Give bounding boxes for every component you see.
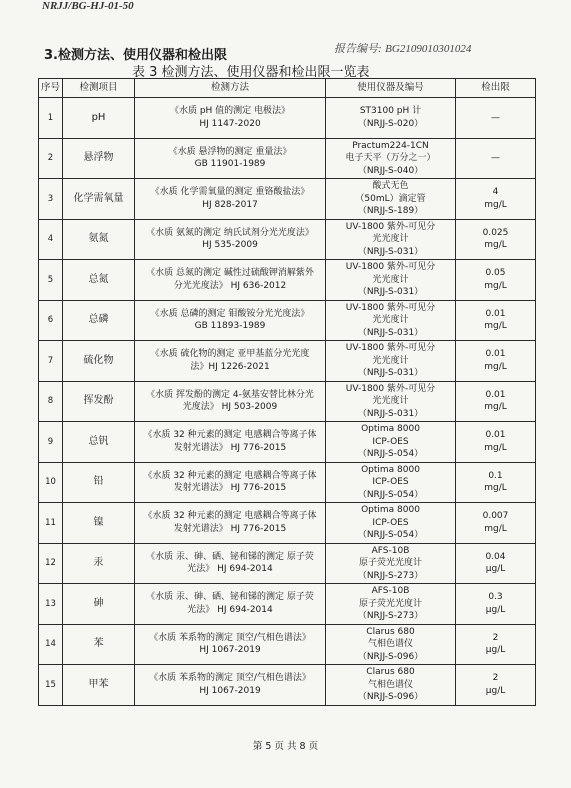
test-method: 《水质 32 种元素的测定 电感耦合等离子体 发射光谱法》 HJ 776-2015 [135, 503, 326, 544]
table-row [39, 219, 536, 260]
row-number: 13 [39, 584, 63, 625]
instrument: Practum224-1CN 电子天平（万分之一） （NRJJ-S-040） [326, 138, 456, 179]
test-item: 悬浮物 [63, 138, 135, 179]
table-row [39, 179, 536, 220]
detection-limit: — [456, 98, 536, 139]
test-method: 《水质 pH 值的测定 电极法》 HJ 1147-2020 [135, 98, 326, 139]
test-method: 《水质 硫化物的测定 亚甲基蓝分光光度 法》HJ 1226-2021 [135, 341, 326, 382]
table-row [39, 624, 536, 665]
detection-limit: 2 μg/L [456, 624, 536, 665]
section-title: 3.检测方法、使用仪器和检出限 [44, 48, 227, 63]
test-method: 《水质 32 种元素的测定 电感耦合等离子体 发射光谱法》 HJ 776-2015 [135, 462, 326, 503]
test-method: 《水质 氨氮的测定 纳氏试剂分光光度法》 HJ 535-2009 [135, 219, 326, 260]
row-number: 9 [39, 422, 63, 463]
test-item: 挥发酚 [63, 381, 135, 422]
test-method: 《水质 苯系物的测定 顶空/气相色谱法》 HJ 1067-2019 [135, 665, 326, 706]
row-number: 8 [39, 381, 63, 422]
instrument: UV-1800 紫外-可见分 光光度计 （NRJJ-S-031） [326, 260, 456, 301]
test-method: 《水质 汞、砷、硒、铋和锑的测定 原子荧 光法》 HJ 694-2014 [135, 584, 326, 625]
test-method: 《水质 汞、砷、硒、铋和锑的测定 原子荧 光法》 HJ 694-2014 [135, 543, 326, 584]
col-header-method: 检测方法 [135, 79, 326, 98]
row-number: 7 [39, 341, 63, 382]
test-item: 氨氮 [63, 219, 135, 260]
detection-limit: 4 mg/L [456, 179, 536, 220]
instrument: Optima 8000 ICP-OES （NRJJ-S-054） [326, 503, 456, 544]
table-body [39, 98, 536, 706]
instrument: Clarus 680 气相色谱仪 （NRJJ-S-096） [326, 624, 456, 665]
row-number: 5 [39, 260, 63, 301]
row-number: 6 [39, 300, 63, 341]
report-number-label: 报告编号: [334, 43, 382, 55]
instrument: UV-1800 紫外-可见分 光光度计 （NRJJ-S-031） [326, 381, 456, 422]
instrument: UV-1800 紫外-可见分 光光度计 （NRJJ-S-031） [326, 341, 456, 382]
test-method: 《水质 总氮的测定 碱性过硫酸钾消解紫外 分光光度法》 HJ 636-2012 [135, 260, 326, 301]
row-number: 3 [39, 179, 63, 220]
table-row [39, 341, 536, 382]
table-row [39, 665, 536, 706]
test-item: 砷 [63, 584, 135, 625]
table-row [39, 584, 536, 625]
test-item: 硫化物 [63, 341, 135, 382]
row-number: 14 [39, 624, 63, 665]
detection-limit: 0.01 mg/L [456, 300, 536, 341]
row-number: 11 [39, 503, 63, 544]
test-method: 《水质 化学需氧量的测定 重铬酸盐法》 HJ 828-2017 [135, 179, 326, 220]
report-number [334, 40, 471, 56]
instrument: UV-1800 紫外-可见分 光光度计 （NRJJ-S-031） [326, 300, 456, 341]
test-item: pH [63, 98, 135, 139]
instrument: ST3100 pH 计 （NRJJ-S-020） [326, 98, 456, 139]
test-item: 总氮 [63, 260, 135, 301]
test-item: 总钒 [63, 422, 135, 463]
test-item: 甲苯 [63, 665, 135, 706]
detection-limit: 0.025 mg/L [456, 219, 536, 260]
instrument: AFS-10B 原子荧光光度计 （NRJJ-S-273） [326, 543, 456, 584]
report-number-value: BG2109010301024 [385, 43, 472, 55]
detection-limit: 0.01 mg/L [456, 341, 536, 382]
row-number: 12 [39, 543, 63, 584]
col-header-no: 序号 [39, 79, 63, 98]
row-number: 4 [39, 219, 63, 260]
table-row [39, 138, 536, 179]
table-row [39, 98, 536, 139]
test-method: 《水质 悬浮物的测定 重量法》 GB 11901-1989 [135, 138, 326, 179]
col-header-item: 检测项目 [63, 79, 135, 98]
instrument: AFS-10B 原子荧光光度计 （NRJJ-S-273） [326, 584, 456, 625]
row-number: 15 [39, 665, 63, 706]
table-header-row [39, 79, 536, 98]
test-item: 苯 [63, 624, 135, 665]
test-method: 《水质 总磷的测定 钼酸铵分光光度法》 GB 11893-1989 [135, 300, 326, 341]
detection-limit: 0.1 mg/L [456, 462, 536, 503]
page-footer: 第 5 页 共 8 页 [252, 741, 319, 752]
document-code: NRJJ/BG-HJ-01-50 [42, 0, 134, 12]
table-row [39, 381, 536, 422]
table-row [39, 260, 536, 301]
detection-limit: 0.3 μg/L [456, 584, 536, 625]
instrument: Optima 8000 ICP-OES （NRJJ-S-054） [326, 462, 456, 503]
detection-limit: 2 μg/L [456, 665, 536, 706]
table-row [39, 503, 536, 544]
detection-limit: 0.04 μg/L [456, 543, 536, 584]
instrument: Clarus 680 气相色谱仪 （NRJJ-S-096） [326, 665, 456, 706]
instrument: 酸式无色 （50mL）滴定管 （NRJJ-S-189） [326, 179, 456, 220]
detection-limit: 0.05 mg/L [456, 260, 536, 301]
test-method: 《水质 32 种元素的测定 电感耦合等离子体 发射光谱法》 HJ 776-2015 [135, 422, 326, 463]
row-number: 1 [39, 98, 63, 139]
detection-limit: 0.01 mg/L [456, 381, 536, 422]
table-row [39, 300, 536, 341]
test-item: 总磷 [63, 300, 135, 341]
detection-limit: 0.01 mg/L [456, 422, 536, 463]
instrument: Optima 8000 ICP-OES （NRJJ-S-054） [326, 422, 456, 463]
table-title: 表 3 检测方法、使用仪器和检出限一览表 [132, 65, 370, 80]
test-item: 镍 [63, 503, 135, 544]
detection-limit: 0.007 mg/L [456, 503, 536, 544]
table-row [39, 543, 536, 584]
test-item: 汞 [63, 543, 135, 584]
test-method: 《水质 苯系物的测定 顶空/气相色谱法》 HJ 1067-2019 [135, 624, 326, 665]
table-row [39, 462, 536, 503]
test-item: 化学需氧量 [63, 179, 135, 220]
col-header-limit: 检出限 [456, 79, 536, 98]
table-row [39, 422, 536, 463]
col-header-instrument: 使用仪器及编号 [326, 79, 456, 98]
detection-limit: — [456, 138, 536, 179]
test-method: 《水质 挥发酚的测定 4-氨基安替比林分光 光度法》 HJ 503-2009 [135, 381, 326, 422]
methods-table [38, 78, 536, 706]
instrument: UV-1800 紫外-可见分 光光度计 （NRJJ-S-031） [326, 219, 456, 260]
test-item: 铅 [63, 462, 135, 503]
row-number: 2 [39, 138, 63, 179]
row-number: 10 [39, 462, 63, 503]
